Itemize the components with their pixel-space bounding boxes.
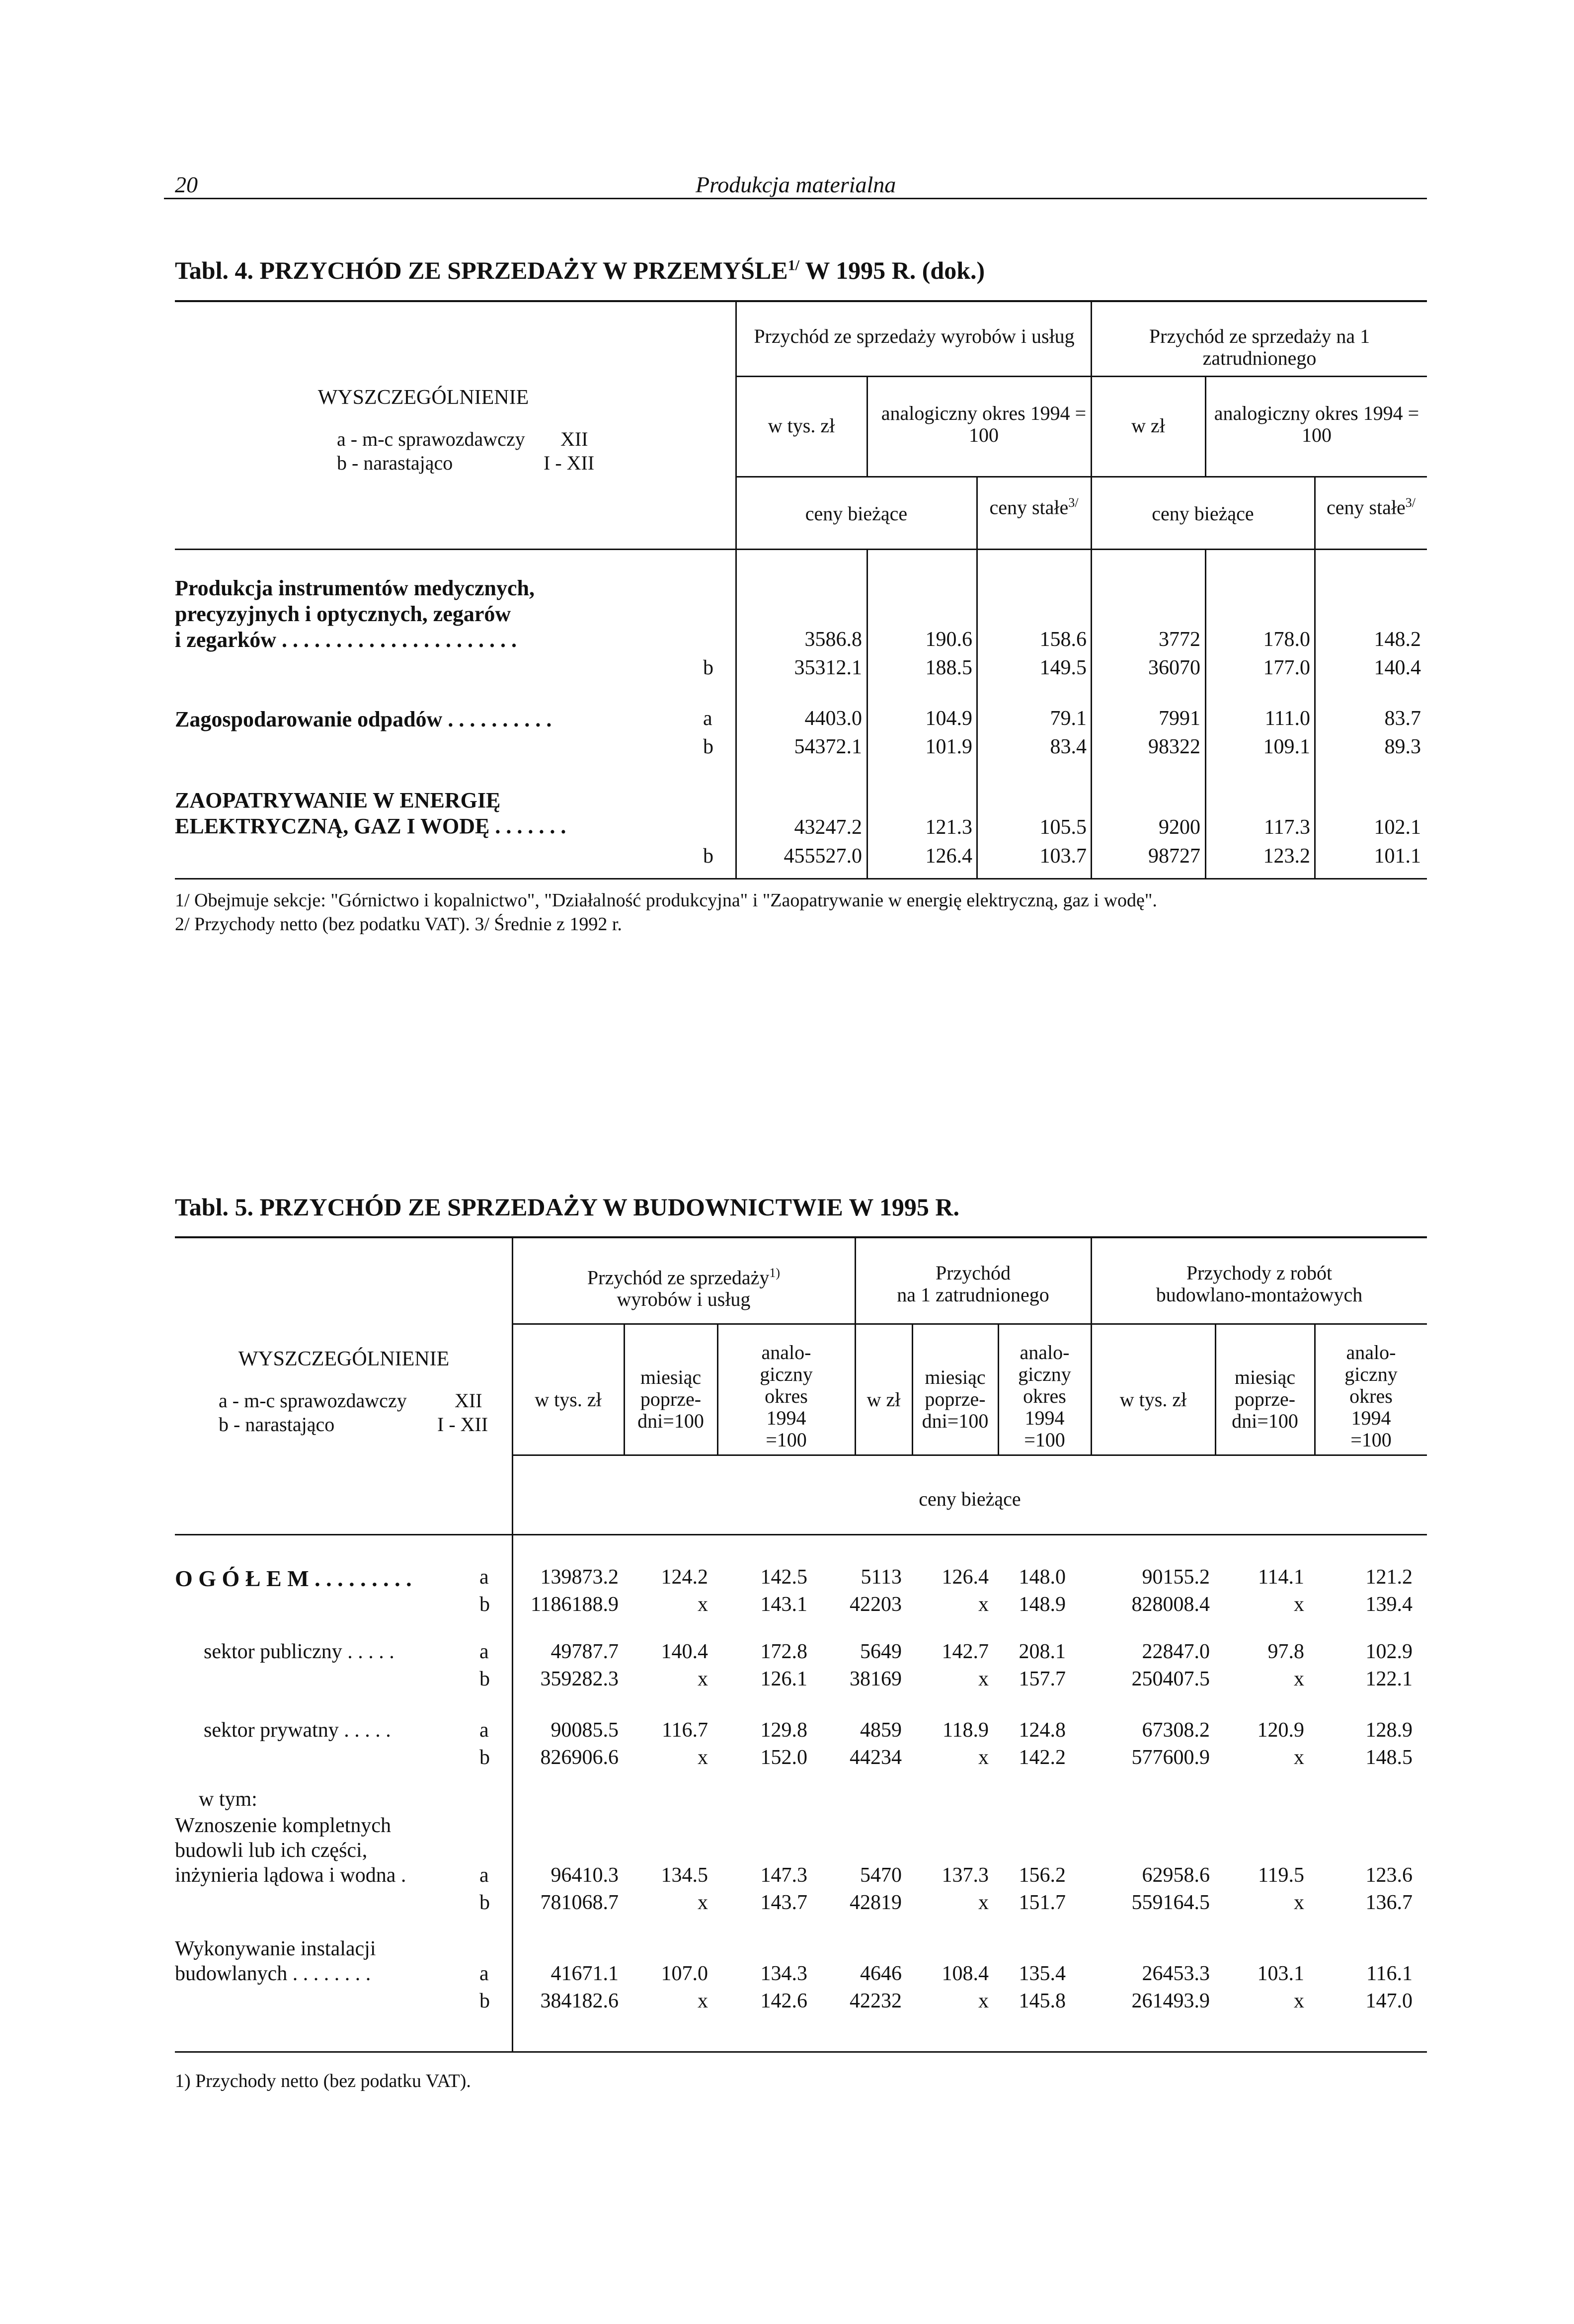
t5-cell-value: 120.9 (1257, 1719, 1304, 1742)
table4-top-rule (175, 300, 1427, 302)
t5-cell-value: 122.1 (1365, 1668, 1413, 1690)
t4-cell-value: 35312.1 (794, 656, 862, 679)
t5-row-label: Wznoszenie kompletnych (175, 1814, 392, 1837)
t5-row-ab: a (479, 1719, 489, 1742)
t4-cell-value: 140.4 (1374, 656, 1421, 679)
t4-sub-wzl: w zł (1131, 414, 1165, 437)
t5-cell-value: 208.1 (1019, 1640, 1066, 1663)
t5-sub-header: miesiąc poprze- dni=100 (637, 1366, 704, 1432)
t5-cell-value: 147.0 (1365, 1990, 1413, 2012)
t4-cell-value: 54372.1 (794, 735, 862, 758)
t5-cell-value: x (1294, 1746, 1304, 1769)
t4-sub-analog1: analogiczny okres 1994 = 100 (881, 402, 1087, 446)
t5-cell-value: 152.0 (760, 1746, 807, 1769)
t4-cell-value: 102.1 (1374, 816, 1421, 839)
t4-header-rule (735, 376, 1427, 377)
t5-group1-header: Przychód ze sprzedaży$^{1)}$ wyrobów i usług (587, 1266, 781, 1311)
t5-header-rule (512, 1454, 1427, 1456)
t5-cell-value: x (978, 1990, 989, 2012)
t5-cell-value: x (698, 1746, 708, 1769)
t5-cell-value: 139873.2 (540, 1566, 619, 1589)
t5-row-label: inżynieria lądowa i wodna . (175, 1864, 406, 1887)
t5-cell-value: x (978, 1746, 989, 1769)
t5-cell-value: 577600.9 (1131, 1746, 1210, 1769)
t5-cell-value: 116.7 (662, 1719, 708, 1742)
t5-cell-value: 142.5 (760, 1566, 807, 1589)
t4-price-current1: ceny bieżące (805, 502, 908, 525)
table5-legend-a: a - m-c sprawozdawczy (219, 1389, 407, 1412)
t5-group2-header: Przychód na 1 zatrudnionego (897, 1262, 1049, 1306)
t5-cell-value: 44234 (850, 1746, 902, 1769)
table4-title: Tabl. 4. PRZYCHÓD ZE SPRZEDAŻY W $PRZEMYŚLE^{1/}$ W 1995 R. (dok.) (175, 256, 985, 284)
t4-row-ab: b (703, 735, 713, 758)
t5-cell-value: 42819 (850, 1891, 902, 1914)
t5-row-ab: a (479, 1962, 489, 1985)
t4-cell-value: 105.5 (1039, 816, 1087, 839)
t5-cell-value: 148.0 (1019, 1566, 1066, 1589)
t5-row-label: Wykonywanie instalacji (175, 1937, 376, 1960)
t5-cell-value: 67308.2 (1142, 1719, 1210, 1742)
t5-row-ab: b (479, 1746, 490, 1769)
t5-cell-value: 5113 (861, 1566, 902, 1589)
t5-row-label: budowli lub ich części, (175, 1839, 368, 1862)
t5-cell-value: 102.9 (1365, 1640, 1413, 1663)
t5-cell-value: 134.5 (661, 1864, 708, 1887)
t5-cell-value: 5470 (860, 1864, 902, 1887)
t5-row-ab: b (479, 1668, 490, 1690)
t4-group2-header: Przychód ze sprzedaży na 1 zatrudnionego (1149, 325, 1370, 369)
t5-cell-value: 62958.6 (1142, 1864, 1210, 1887)
t4-body-vline (1205, 550, 1206, 880)
t4-cell-value: 188.5 (925, 656, 972, 679)
t5-cell-value: 384182.6 (540, 1990, 619, 2012)
t5-sub-header: miesiąc poprze- dni=100 (922, 1366, 989, 1432)
t5-cell-value: x (978, 1891, 989, 1914)
t5-cell-value: 559164.5 (1131, 1891, 1210, 1914)
t5-group3-header: Przychody z robót budowlano-montażowych (1156, 1262, 1363, 1306)
t4-price-const1: ceny stałe$^{3/}$ (989, 495, 1079, 519)
t5-row-ab: b (479, 1990, 490, 2012)
t4-cell-value: 3586.8 (804, 628, 862, 651)
t5-cell-value: 261493.9 (1131, 1990, 1210, 2012)
t5-sub-header: w tys. zł (535, 1388, 602, 1411)
t5-cell-value: x (978, 1668, 989, 1690)
t5-cell-value: 123.6 (1365, 1864, 1413, 1887)
t5-header-rule (512, 1323, 1427, 1325)
t5-cell-value: 38169 (850, 1668, 902, 1690)
t4-cell-value: 190.6 (925, 628, 972, 651)
page-number: 20 (175, 172, 198, 197)
t5-cell-value: 250407.5 (1131, 1668, 1210, 1690)
t4-sub-analog2: analogiczny okres 1994 = 100 (1214, 402, 1419, 446)
table4-legend-a: a - m-c sprawozdawczy (337, 428, 525, 450)
t4-row-label: ZAOPATRYWANIE W ENERGIĘ (175, 788, 501, 812)
t5-cell-value: 828008.4 (1131, 1593, 1210, 1616)
header-rule (164, 198, 1427, 199)
t5-cell-value: 118.9 (943, 1719, 989, 1742)
t5-sub-header: w zł (866, 1388, 901, 1411)
t4-cell-value: 148.2 (1374, 628, 1421, 651)
t5-cell-value: 42232 (850, 1990, 902, 2012)
t5-cell-value: 41671.1 (551, 1962, 619, 1985)
t5-cell-value: 826906.6 (540, 1746, 619, 1769)
t5-cell-value: 359282.3 (540, 1668, 619, 1690)
t5-cell-value: 147.3 (760, 1864, 807, 1887)
table4-stub-header: WYSZCZEGÓLNIENIE (317, 386, 529, 409)
t5-cell-value: 4859 (860, 1719, 902, 1742)
t5-cell-value: 26453.3 (1142, 1962, 1210, 1985)
t4-cell-value: 123.2 (1263, 845, 1310, 868)
t5-row-label: sektor publiczny . . . . . (204, 1640, 394, 1663)
table5-title: Tabl. 5. PRZYCHÓD ZE SPRZEDAŻY W BUDOWNICTWIE W 1995 R. (175, 1193, 960, 1221)
t4-cell-value: 111.0 (1264, 707, 1310, 730)
t5-cell-value: x (698, 1593, 708, 1616)
t5-cell-value: 126.4 (942, 1566, 989, 1589)
t5-cell-value: 142.2 (1019, 1746, 1066, 1769)
t5-row-ab: b (479, 1891, 490, 1914)
t4-sub-wtys: w tys. zł (768, 414, 835, 437)
t5-cell-value: 90085.5 (551, 1719, 619, 1742)
t4-vline (1205, 377, 1206, 476)
t4-cell-value: 9200 (1159, 816, 1200, 839)
t4-row-ab: a (703, 707, 712, 730)
t5-row-label: sektor prywatny . . . . . (204, 1719, 391, 1742)
t4-cell-value: 177.0 (1263, 656, 1310, 679)
t4-cell-value: 126.4 (925, 845, 972, 868)
t4-cell-value: 178.0 (1263, 628, 1310, 651)
t5-cell-value: 148.5 (1365, 1746, 1413, 1769)
t4-cell-value: 101.1 (1374, 845, 1421, 868)
t4-cell-value: 4403.0 (804, 707, 862, 730)
t5-cell-value: 143.1 (760, 1593, 807, 1616)
t5-row-label: O G Ó Ł E M . . . . . . . . . (175, 1566, 412, 1591)
t5-row-label: budowlanych . . . . . . . . (175, 1962, 371, 1985)
t5-cell-value: 140.4 (661, 1640, 708, 1663)
t5-cell-value: 121.2 (1365, 1566, 1413, 1589)
t4-cell-value: 79.1 (1050, 707, 1087, 730)
table5-legend-a-val: XII (455, 1389, 482, 1412)
t5-cell-value: 781068.7 (540, 1891, 619, 1914)
table5-bottom-rule (175, 2051, 1427, 2053)
t4-row-label: i zegarków . . . . . . . . . . . . . . . . . . . . . . (175, 628, 517, 652)
t5-row-ab: a (479, 1640, 489, 1663)
t4-cell-value: 109.1 (1263, 735, 1310, 758)
t4-price-current2: ceny bieżące (1152, 502, 1254, 525)
t5-cell-value: 139.4 (1365, 1593, 1413, 1616)
t5-sub-header: w tys. zł (1119, 1388, 1187, 1411)
t5-cell-value: 135.4 (1019, 1962, 1066, 1985)
t5-cell-value: 114.1 (1258, 1566, 1304, 1589)
t5-cell-value: 128.9 (1365, 1719, 1413, 1742)
t4-header-bottom-rule (175, 549, 1427, 550)
t4-cell-value: 158.6 (1039, 628, 1087, 651)
t4-cell-value: 103.7 (1039, 845, 1087, 868)
t4-cell-value: 36070 (1148, 656, 1200, 679)
t5-sub-header: analo- giczny okres 1994 =100 (760, 1341, 813, 1451)
t5-cell-value: 136.7 (1365, 1891, 1413, 1914)
t5-cell-value: 156.2 (1019, 1864, 1066, 1887)
t5-cell-value: 134.3 (760, 1962, 807, 1985)
table5-footnote: 1) Przychody netto (bez podatku VAT). (175, 2071, 471, 2091)
t5-cell-value: 90155.2 (1142, 1566, 1210, 1589)
t5-cell-value: 97.8 (1267, 1640, 1304, 1663)
t5-cell-value: 22847.0 (1142, 1640, 1210, 1663)
t4-body-vline (866, 550, 868, 880)
t4-body-vline (1314, 550, 1316, 880)
table5-stub-header: WYSZCZEGÓLNIENIE (238, 1348, 450, 1370)
t5-cell-value: 172.8 (760, 1640, 807, 1663)
t4-cell-value: 89.3 (1384, 735, 1421, 758)
t5-cell-value: 1186188.9 (531, 1593, 619, 1616)
t5-cell-value: 142.7 (942, 1640, 989, 1663)
t4-cell-value: 7991 (1159, 707, 1200, 730)
t4-price-const2: ceny stałe$^{3/}$ (1326, 495, 1416, 519)
t4-cell-value: 117.3 (1264, 816, 1310, 839)
t4-row-ab: b (703, 656, 713, 679)
t5-cell-value: 126.1 (760, 1668, 807, 1690)
t5-header-bottom-rule (175, 1534, 1427, 1535)
t4-row-label: precyzyjnych i optycznych, zegarów (175, 602, 511, 626)
table4-legend-b-val: I - XII (544, 452, 595, 474)
t5-cell-value: 96410.3 (551, 1864, 619, 1887)
t5-cell-value: 124.2 (661, 1566, 708, 1589)
t4-cell-value: 83.7 (1384, 707, 1421, 730)
t4-cell-value: 104.9 (925, 707, 972, 730)
t4-row-label: ELEKTRYCZNĄ, GAZ I WODĘ . . . . . . . (175, 814, 566, 838)
t5-cell-value: 108.4 (942, 1962, 989, 1985)
t5-cell-value: x (1294, 1668, 1304, 1690)
t5-cell-value: 42203 (850, 1593, 902, 1616)
t5-cell-value: x (698, 1668, 708, 1690)
t4-group1-header: Przychód ze sprzedaży wyrobów i usług (754, 325, 1075, 347)
table5-legend-b: b - narastająco (219, 1413, 335, 1436)
t5-cell-value: 137.3 (942, 1864, 989, 1887)
t4-cell-value: 455527.0 (784, 845, 862, 868)
t5-sub-header: analo- giczny okres 1994 =100 (1018, 1341, 1071, 1451)
t5-cell-value: 157.7 (1019, 1668, 1066, 1690)
table5-legend-b-val: I - XII (437, 1413, 488, 1436)
table4-footnote-1: 1/ Obejmuje sekcje: "Górnictwo i kopalnictwo", "Działalność produkcyjna" i "Zaopatrywanie w energię elektryczną, gaz i wodę". (175, 890, 1157, 911)
t4-cell-value: 101.9 (925, 735, 972, 758)
t5-sub-header: miesiąc poprze- dni=100 (1232, 1366, 1298, 1432)
t4-row-label: Produkcja instrumentów medycznych, (175, 576, 535, 600)
t5-cell-value: 107.0 (661, 1962, 708, 1985)
t4-vline (866, 377, 868, 476)
t5-price-label: ceny bieżące (919, 1488, 1021, 1510)
t5-cell-value: 4646 (860, 1962, 902, 1985)
t4-cell-value: 83.4 (1050, 735, 1087, 758)
t4-body-vline (1091, 550, 1092, 880)
table5-top-rule (175, 1236, 1427, 1238)
t5-row-ab: a (479, 1566, 489, 1589)
t5-row-ab: a (479, 1864, 489, 1887)
t5-cell-value: 129.8 (760, 1719, 807, 1742)
table4-legend-b: b - narastająco (337, 452, 453, 474)
t5-cell-value: x (1294, 1891, 1304, 1914)
t5-cell-value: x (698, 1891, 708, 1914)
t4-body-vline (976, 550, 978, 880)
t5-cell-value: x (1294, 1593, 1304, 1616)
t4-row-label: Zagospodarowanie odpadów . . . . . . . . . . (175, 707, 552, 731)
t4-cell-value: 149.5 (1039, 656, 1087, 679)
t5-cell-value: 5649 (860, 1640, 902, 1663)
t5-cell-value: 151.7 (1019, 1891, 1066, 1914)
table4-footnote-2: 2/ Przychody netto (bez podatku VAT). 3/ Średnie z 1992 r. (175, 914, 622, 935)
page-section-title: Produkcja materialna (696, 172, 896, 197)
t4-cell-value: 98727 (1148, 845, 1200, 868)
t5-cell-value: 49787.7 (551, 1640, 619, 1663)
t5-cell-value: 145.8 (1019, 1990, 1066, 2012)
t5-cell-value: 142.6 (760, 1990, 807, 2012)
t4-body-vline (735, 550, 737, 880)
t5-sub-header: analo- giczny okres 1994 =100 (1344, 1341, 1398, 1451)
t5-body-vline (512, 1535, 513, 2052)
table4-legend-a-val: XII (560, 428, 588, 450)
t5-cell-value: x (978, 1593, 989, 1616)
table4-bottom-rule (175, 878, 1427, 880)
t5-cell-value: x (698, 1990, 708, 2012)
t4-row-ab: b (703, 845, 713, 868)
t5-row-ab: b (479, 1593, 490, 1616)
t5-cell-value: x (1294, 1990, 1304, 2012)
t5-cell-value: 148.9 (1019, 1593, 1066, 1616)
t5-cell-value: 116.1 (1366, 1962, 1413, 1985)
t4-header-rule (735, 476, 1427, 478)
t4-cell-value: 3772 (1159, 628, 1200, 651)
table5-w-tym: w tym: (199, 1788, 257, 1811)
t4-cell-value: 121.3 (925, 816, 972, 839)
t5-cell-value: 143.7 (760, 1891, 807, 1914)
t4-cell-value: 98322 (1148, 735, 1200, 758)
t4-cell-value: 43247.2 (794, 816, 862, 839)
t5-cell-value: 124.8 (1019, 1719, 1066, 1742)
t5-cell-value: 119.5 (1258, 1864, 1304, 1887)
t5-cell-value: 103.1 (1257, 1962, 1304, 1985)
